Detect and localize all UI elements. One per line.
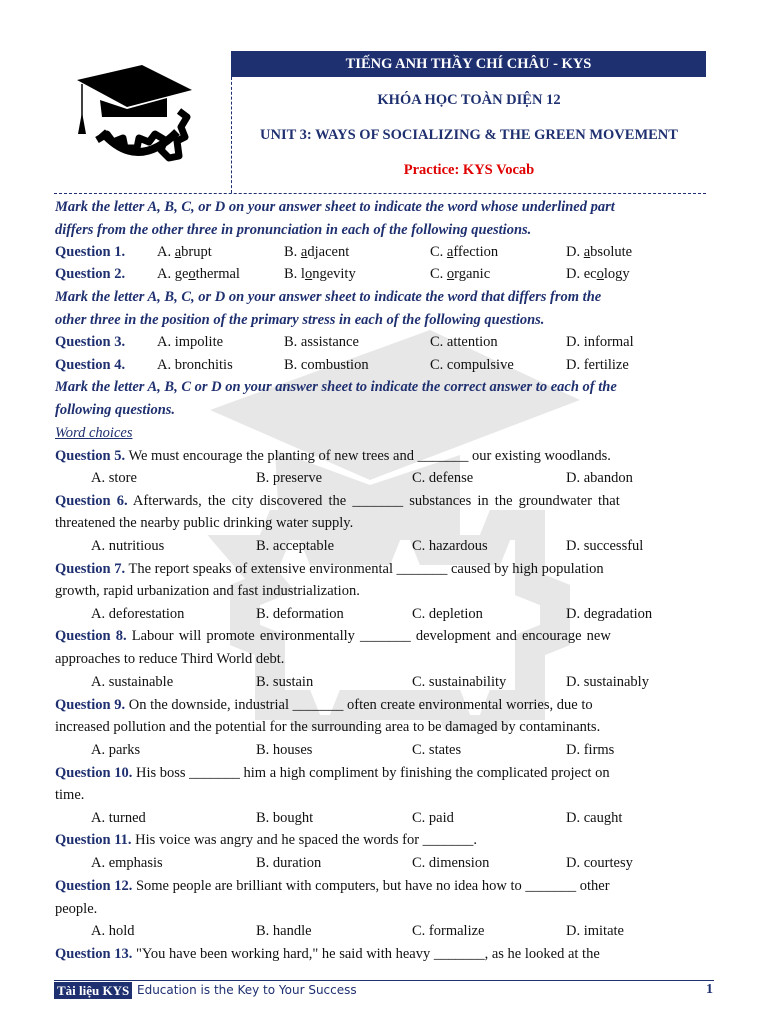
q4-option-b[interactable]: B. combustion <box>284 357 369 373</box>
q12-option-a[interactable]: A. hold <box>91 923 135 939</box>
q11-option-a[interactable]: A. emphasis <box>91 855 163 871</box>
q2-option-b[interactable]: B. longevity <box>284 266 356 282</box>
q7-option-d[interactable]: D. degradation <box>566 606 653 622</box>
q1-option-a[interactable]: A. abrupt <box>157 244 212 260</box>
q1-option-b[interactable]: B. adjacent <box>284 244 350 260</box>
question-12-continued: people. <box>55 901 98 917</box>
q8-option-a[interactable]: A. sustainable <box>91 674 174 690</box>
q3-option-c[interactable]: C. attention <box>430 334 498 350</box>
page-number: 1 <box>706 982 713 997</box>
q4-option-c[interactable]: C. compulsive <box>430 357 514 373</box>
q3-option-b[interactable]: B. assistance <box>284 334 359 350</box>
question-label: Question 3. <box>55 334 126 350</box>
instruction-correct-line2: following questions. <box>55 402 176 418</box>
question-7 <box>55 560 713 578</box>
question-label: Question 2. <box>55 266 126 282</box>
q9-option-c[interactable]: C. states <box>412 742 462 758</box>
q6-option-a[interactable]: A. nutritious <box>91 538 165 554</box>
q4-option-d[interactable]: D. fertilize <box>566 357 629 373</box>
question-8-continued: approaches to reduce Third World debt. <box>55 651 285 667</box>
q10-option-d[interactable]: D. caught <box>566 810 623 826</box>
q12-option-c[interactable]: C. formalize <box>412 923 485 939</box>
question-text: On the downside, industrial _______ often create environmental worries, due to <box>125 697 593 713</box>
question-label: Question 9. <box>55 697 126 713</box>
practice-title: Practice: KYS Vocab <box>403 162 535 178</box>
question-6 <box>55 492 713 510</box>
q4-option-a[interactable]: A. bronchitis <box>157 357 233 373</box>
instruction-pronunciation-line1: Mark the letter A, B, C, or D on your answer sheet to indicate the word whose underlined part <box>55 199 615 215</box>
question-13 <box>55 945 713 963</box>
instruction-correct-line1: Mark the letter A, B, C or D on your answer sheet to indicate the correct answer to each of the <box>55 379 617 395</box>
q7-option-a[interactable]: A. deforestation <box>91 606 185 622</box>
question-text: Labour will promote environmentally _______ development and encourage new <box>126 628 611 644</box>
q7-option-b[interactable]: B. deformation <box>256 606 344 622</box>
q9-option-b[interactable]: B. houses <box>256 742 313 758</box>
question-label: Question 11. <box>55 832 132 848</box>
instruction-stress-line1: Mark the letter A, B, C, or D on your answer sheet to indicate the word that differs from the <box>55 289 602 305</box>
question-text: His boss _______ him a high compliment by finishing the complicated project on <box>132 765 610 781</box>
q10-option-b[interactable]: B. bought <box>256 810 314 826</box>
q3-option-d[interactable]: D. informal <box>566 334 634 350</box>
instruction-stress-line2: other three in the position of the primary stress in each of the following questions. <box>55 312 545 328</box>
q5-option-d[interactable]: D. abandon <box>566 470 633 486</box>
q2-option-a[interactable]: A. geothermal <box>157 266 240 282</box>
instruction-pronunciation-line2: differs from the other three in pronunciation in each of the following questions. <box>55 222 532 238</box>
question-5 <box>55 447 713 465</box>
question-9 <box>55 696 713 714</box>
question-10-continued: time. <box>55 787 85 803</box>
question-label: Question 4. <box>55 357 126 373</box>
question-7-continued: growth, rapid urbanization and fast industrialization. <box>55 583 360 599</box>
question-text: "You have been working hard," he said with heavy _______, as he looked at the <box>132 946 600 962</box>
q1-option-d[interactable]: D. absolute <box>566 244 633 260</box>
q2-option-d[interactable]: D. ecology <box>566 266 630 282</box>
q10-option-c[interactable]: C. paid <box>412 810 454 826</box>
question-text: The report speaks of extensive environmental _______ caused by high population <box>125 561 604 577</box>
q6-option-b[interactable]: B. acceptable <box>256 538 335 554</box>
question-label: Question 8. <box>55 628 127 644</box>
q3-option-a[interactable]: A. impolite <box>157 334 224 350</box>
q6-option-d[interactable]: D. successful <box>566 538 644 554</box>
q8-option-b[interactable]: B. sustain <box>256 674 314 690</box>
question-text: His voice was angry and he spaced the words for _______. <box>131 832 478 848</box>
question-label: Question 6. <box>55 493 128 509</box>
q12-option-d[interactable]: D. imitate <box>566 923 624 939</box>
question-text: Some people are brilliant with computers, but have no idea how to _______ other <box>132 878 610 894</box>
q7-option-c[interactable]: C. depletion <box>412 606 483 622</box>
question-6-continued: threatened the nearby public drinking water supply. <box>55 515 354 531</box>
unit-title: UNIT 3: WAYS OF SOCIALIZING & THE GREEN MOVEMENT <box>260 127 678 143</box>
q2-option-c[interactable]: C. organic <box>430 266 491 282</box>
question-label: Question 10. <box>55 765 133 781</box>
q11-option-c[interactable]: C. dimension <box>412 855 490 871</box>
q5-option-c[interactable]: C. defense <box>412 470 474 486</box>
section-heading: Word choices <box>55 425 133 441</box>
q1-option-c[interactable]: C. affection <box>430 244 499 260</box>
question-label: Question 12. <box>55 878 133 894</box>
question-text: We must encourage the planting of new trees and _______ our existing woodlands. <box>125 448 611 464</box>
question-label: Question 5. <box>55 448 126 464</box>
footer-slogan: Education is the Key to Your Success <box>137 983 357 997</box>
course-title: KHÓA HỌC TOÀN DIỆN 12 <box>377 92 561 108</box>
question-label: Question 13. <box>55 946 133 962</box>
q11-option-b[interactable]: B. duration <box>256 855 322 871</box>
question-10 <box>55 764 713 782</box>
q11-option-d[interactable]: D. courtesy <box>566 855 633 871</box>
q9-option-d[interactable]: D. firms <box>566 742 615 758</box>
question-text: Afterwards, the city discovered the _______ substances in the groundwater that <box>127 493 620 509</box>
header-separator <box>54 193 706 194</box>
q12-option-b[interactable]: B. handle <box>256 923 312 939</box>
question-8 <box>55 627 713 645</box>
graduation-cap-gear-logo <box>72 62 197 172</box>
q8-option-d[interactable]: D. sustainably <box>566 674 649 690</box>
question-label: Question 7. <box>55 561 126 577</box>
question-label: Question 1. <box>55 244 126 260</box>
q8-option-c[interactable]: C. sustainability <box>412 674 507 690</box>
q6-option-c[interactable]: C. hazardous <box>412 538 488 554</box>
q10-option-a[interactable]: A. turned <box>91 810 146 826</box>
q5-option-a[interactable]: A. store <box>91 470 137 486</box>
question-12 <box>55 877 713 895</box>
question-11 <box>55 831 713 849</box>
q5-option-b[interactable]: B. preserve <box>256 470 323 486</box>
footer-tag: Tài liệu KYS <box>54 982 132 999</box>
q9-option-a[interactable]: A. parks <box>91 742 141 758</box>
header-bar-title: TIẾNG ANH THẦY CHÍ CHÂU - KYS <box>231 51 706 77</box>
question-9-continued: increased pollution and the potential for the surrounding area to be damaged by contaminants. <box>55 719 601 735</box>
footer-divider <box>54 980 714 981</box>
